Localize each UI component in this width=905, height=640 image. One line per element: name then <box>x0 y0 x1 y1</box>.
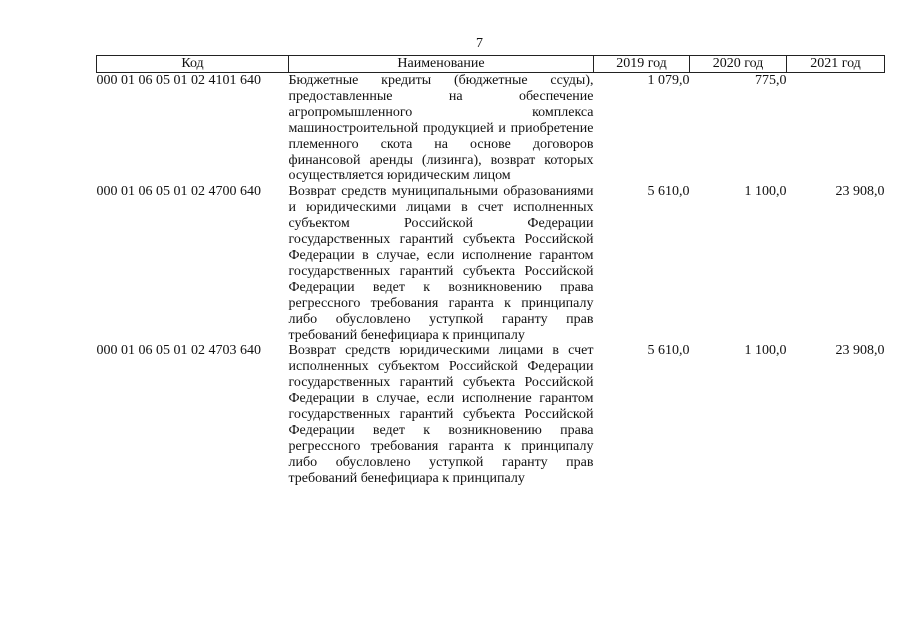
budget-table <box>96 55 885 487</box>
table-row <box>97 184 885 343</box>
row-value-2020: 1 100,0 <box>744 343 787 359</box>
header-2021: 2021 год <box>787 56 885 73</box>
row-code: 000 01 06 05 01 02 4101 640 <box>96 73 261 88</box>
row-value-2019: 5 610,0 <box>647 343 690 359</box>
header-name: Наименование <box>289 56 594 73</box>
page-number: 7 <box>476 36 483 51</box>
row-code: 000 01 06 05 01 02 4700 640 <box>96 184 261 200</box>
row-value-2021: 23 908,0 <box>835 343 885 359</box>
row-value-2019: 1 079,0 <box>647 73 690 88</box>
header-2020: 2020 год <box>690 56 787 73</box>
table-header-row <box>97 56 885 73</box>
row-name: Возврат средств муниципальными образованиями и юридическими лицами в счет исполненных субъектом Российской Федерации государственных гарантий субъекта Российской Федерации в случае, если исполнение гарантом государственных гарантий субъекта Российской Федерации ведет к возникновению права регрессного требования гаранта к принципалу либо обусловлено уступкой гаранту прав требований бенефициара к принципалу <box>288 184 594 343</box>
row-code: 000 01 06 05 01 02 4703 640 <box>96 343 261 359</box>
row-name: Бюджетные кредиты (бюджетные ссуды), предоставленные на обеспечение агропромышленного комплекса машиностроительной продукцией и приобретение племенного скота на основе договоров финансовой аренды (лизинга), возврат которых осуществляется юридическим лицом <box>288 73 594 184</box>
row-value-2020: 1 100,0 <box>744 184 787 200</box>
row-name: Возврат средств юридическими лицами в счет исполненных субъектом Российской Федерации государственных гарантий субъекта Российской Федерации в случае, если исполнение гарантом государственных гарантий субъекта Российской Федерации ведет к возникновению права регрессного требования гаранта к принципалу либо обусловлено уступкой гаранту прав требований бенефициара к принципалу <box>288 343 594 486</box>
row-value-2019: 5 610,0 <box>647 184 690 200</box>
header-code: Код <box>97 56 289 73</box>
row-value-2020: 775,0 <box>755 73 787 88</box>
table-row <box>97 343 885 486</box>
row-value-2021 <box>787 73 885 185</box>
row-value-2021: 23 908,0 <box>835 184 885 200</box>
header-2019: 2019 год <box>594 56 690 73</box>
table-row <box>97 73 885 185</box>
